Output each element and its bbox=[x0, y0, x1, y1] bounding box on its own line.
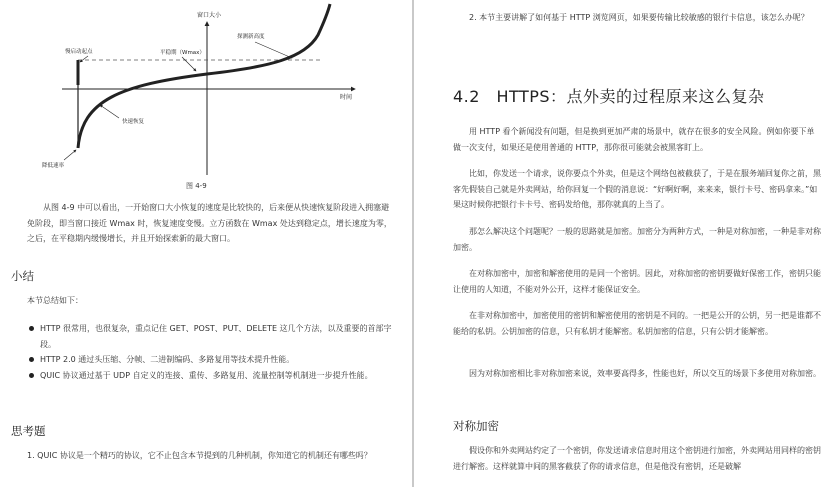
paragraph-6: 因为对称加密相比非对称加密来说，效率要高得多，性能也好，所以交互的场景下多使用对称加密。 bbox=[469, 369, 821, 378]
x-axis-label: 时间 bbox=[340, 94, 353, 101]
paragraph-5: 在非对称加密中，加密使用的密钥和解密使用的密钥是不同的。一把是公开的公钥，另一把是谁都不能给的私钥。公钥加密的信息，只有私钥才能解密。私钥加密的信息，只有公钥才能解密。 bbox=[453, 311, 821, 336]
intro-paragraph: 从图 4-9 中可以看出，一开始窗口大小恢复的速度是比较快的，后来便从快速恢复阶段进入拥塞避免阶段，即当窗口接近 Wmax 时，恢复速度变慢。立方函数在 Wmax 处达到稳定点，增长速度为零，之后，在平稳期内缓慢增长，并且开始探索新的最大窗口。 bbox=[27, 203, 392, 243]
summary-list bbox=[27, 321, 397, 383]
paragraph-3: 那怎么解决这个问题呢？一般的思路就是加密。加密分为两种方式，一种是对称加密，一种是非对称加密。 bbox=[453, 227, 821, 252]
label-probe-max: 探测新高度 bbox=[237, 34, 265, 40]
paragraph-4: 在对称加密中，加密和解密使用的是同一个密钥。因此，对称加密的密钥要做好保密工作，密钥只能让使用的人知道，不能对外公开，这样才能保证安全。 bbox=[453, 269, 821, 294]
label-drop-rate: 降低速率 bbox=[42, 163, 65, 169]
question-2: 2. 本节主要讲解了如何基于 HTTP 浏览网页，如果要传输比较敏感的银行卡信息，该怎么办呢？ bbox=[469, 13, 809, 22]
question-1: 1. QUIC 协议是一个精巧的协议，它不止包含本节提到的几种机制，你知道它的机制还有哪些吗？ bbox=[27, 451, 372, 460]
label-slow-start-point: 慢启动起点 bbox=[65, 49, 93, 55]
cubic-window-figure bbox=[0, 0, 414, 180]
summary-intro: 本节总结如下： bbox=[27, 296, 83, 305]
symmetric-encryption-heading: 对称加密 bbox=[453, 419, 499, 433]
list-item: HTTP 很常用，也很复杂，重点记住 GET、POST、PUT、DELETE 这几个方法，以及重要的首部字段。 bbox=[27, 321, 397, 352]
chapter-heading: 4.2 HTTPS：点外卖的过程原来这么复杂 bbox=[453, 87, 765, 106]
questions-heading: 思考题 bbox=[11, 424, 46, 438]
paragraph-2: 比如，你发送一个请求，说你要点个外卖，但是这个网络包被截获了，于是在服务端回复你之前，黑客先假装自己就是外卖网站，给你回复一个假的消息说：“好啊好啊，来来来，银行卡号、密码拿来。”如果这时候你把银行卡卡号、密码发给他，那你就真的上当了。 bbox=[453, 169, 821, 209]
list-item: HTTP 2.0 通过头压缩、分帧、二进制编码、多路复用等技术提升性能。 bbox=[27, 352, 397, 368]
cubic-curve bbox=[78, 4, 330, 148]
label-plateau: 平稳期（Wmax） bbox=[160, 50, 205, 56]
figure-caption: 图 4-9 bbox=[186, 182, 207, 190]
paragraph-1: 用 HTTP 看个新闻没有问题，但是换到更加严肃的场景中，就存在很多的安全风险。例如你要下单做一次支付，如果还是使用普通的 HTTP，那你很可能就会被黑客盯上。 bbox=[453, 127, 815, 152]
summary-heading: 小结 bbox=[11, 269, 34, 283]
y-axis-label: 窗口大小 bbox=[197, 12, 222, 19]
label-fast-recovery: 快速恢复 bbox=[122, 119, 145, 125]
paragraph-7: 假设你和外卖网站约定了一个密钥，你发送请求信息时用这个密钥进行加密，外卖网站用同样的密钥进行解密。这样就算中间的黑客截获了你的请求信息，但是他没有密钥，还是破解 bbox=[453, 446, 821, 471]
list-item: QUIC 协议通过基于 UDP 自定义的连接、重传、多路复用、流量控制等机制进一步提升性能。 bbox=[27, 368, 397, 384]
